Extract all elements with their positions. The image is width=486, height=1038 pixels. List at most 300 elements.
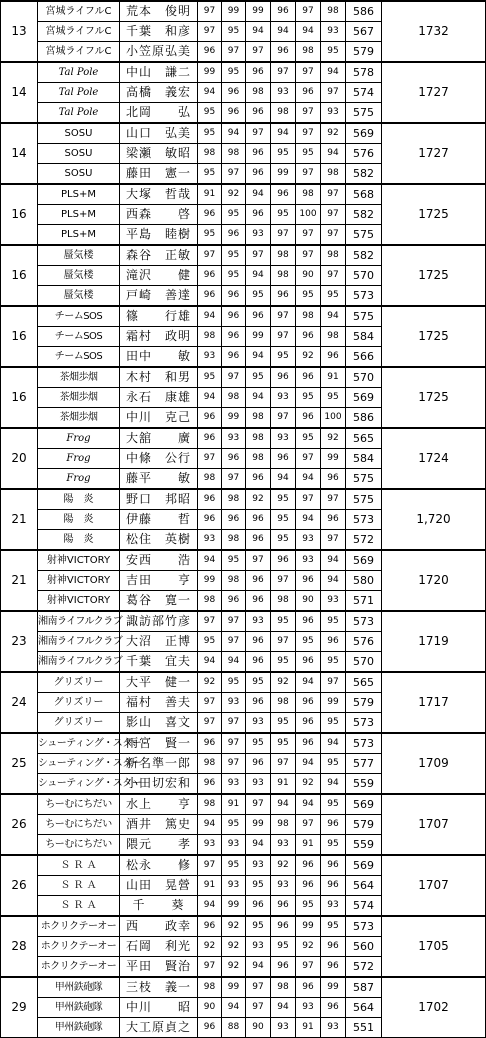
series-score: 97 — [246, 245, 271, 266]
player-total: 570 — [346, 652, 382, 673]
series-score: 97 — [296, 123, 321, 144]
player-total: 566 — [346, 347, 382, 368]
team-name: グリズリー — [38, 693, 120, 713]
series-score: 94 — [321, 306, 346, 327]
player-total: 574 — [346, 896, 382, 917]
player-name: 諏訪部竹彦 — [120, 611, 198, 632]
team-name: ちーむにちだい — [38, 835, 120, 856]
series-score: 96 — [222, 83, 246, 103]
series-score: 93 — [246, 774, 271, 795]
series-score: 98 — [271, 693, 296, 713]
player-total: 576 — [346, 144, 382, 164]
series-score: 97 — [222, 632, 246, 652]
series-score: 93 — [222, 774, 246, 795]
table-row — [1, 306, 486, 327]
series-score: 98 — [198, 591, 222, 612]
series-score: 91 — [296, 835, 321, 856]
series-score: 94 — [246, 835, 271, 856]
series-score: 95 — [222, 815, 246, 835]
series-score: 95 — [198, 164, 222, 185]
series-score: 95 — [296, 388, 321, 408]
player-name: 山口 弘美 — [120, 123, 198, 144]
series-score: 96 — [321, 998, 346, 1018]
player-name: 荒本 俊明 — [120, 1, 198, 22]
series-score: 95 — [321, 916, 346, 937]
series-score: 99 — [246, 1, 271, 22]
player-name: 野口 邦昭 — [120, 489, 198, 510]
series-score: 91 — [321, 367, 346, 388]
player-total: 559 — [346, 835, 382, 856]
series-score: 96 — [296, 327, 321, 347]
series-score: 98 — [222, 144, 246, 164]
team-name: PLS+M — [38, 225, 120, 246]
series-score: 94 — [198, 388, 222, 408]
table-row — [1, 123, 486, 144]
series-score: 96 — [246, 693, 271, 713]
series-score: 97 — [246, 977, 271, 998]
series-score: 98 — [246, 428, 271, 449]
team-total: 1719 — [382, 611, 486, 672]
series-score: 93 — [246, 937, 271, 957]
series-score: 97 — [296, 815, 321, 835]
series-score: 94 — [246, 957, 271, 978]
series-score: 92 — [198, 672, 222, 693]
player-total: 564 — [346, 998, 382, 1018]
series-score: 95 — [321, 611, 346, 632]
series-score: 96 — [321, 957, 346, 978]
player-total: 584 — [346, 327, 382, 347]
series-score: 97 — [296, 62, 321, 83]
player-name: 平島 睦樹 — [120, 225, 198, 246]
series-score: 95 — [321, 286, 346, 307]
player-total: 573 — [346, 611, 382, 632]
team-name: 宮城ライフルC — [38, 42, 120, 63]
team-name: 甲州鉄砲隊 — [38, 998, 120, 1018]
series-score: 98 — [296, 42, 321, 63]
series-score: 94 — [321, 571, 346, 591]
team-name: シューティング・スター — [38, 733, 120, 754]
player-name: 戸崎 善達 — [120, 286, 198, 307]
series-score: 96 — [222, 327, 246, 347]
player-name: 平田 賢治 — [120, 957, 198, 978]
rank-cell: 13 — [1, 1, 38, 62]
series-score: 95 — [321, 754, 346, 774]
series-score: 96 — [271, 550, 296, 571]
series-score: 92 — [271, 672, 296, 693]
team-name: Tal Pole — [38, 103, 120, 124]
player-total: 587 — [346, 977, 382, 998]
series-score: 99 — [198, 571, 222, 591]
player-total: 575 — [346, 306, 382, 327]
series-score: 96 — [246, 591, 271, 612]
player-name: 山田 晃營 — [120, 876, 198, 896]
series-score: 97 — [296, 489, 321, 510]
series-score: 97 — [198, 713, 222, 734]
series-score: 96 — [246, 530, 271, 551]
player-name: 霜村 政明 — [120, 327, 198, 347]
series-score: 98 — [198, 469, 222, 490]
player-name: 千葉 和彦 — [120, 22, 198, 42]
series-score: 92 — [246, 489, 271, 510]
series-score: 98 — [296, 306, 321, 327]
table-row — [1, 672, 486, 693]
rank-cell: 25 — [1, 733, 38, 794]
series-score: 92 — [222, 184, 246, 205]
series-score: 94 — [246, 388, 271, 408]
series-score: 93 — [198, 347, 222, 368]
series-score: 94 — [246, 22, 271, 42]
series-score: 98 — [198, 144, 222, 164]
series-score: 94 — [198, 83, 222, 103]
series-score: 92 — [271, 855, 296, 876]
player-name: 永石 康雄 — [120, 388, 198, 408]
series-score: 94 — [271, 469, 296, 490]
player-total: 573 — [346, 713, 382, 734]
series-score: 96 — [271, 449, 296, 469]
series-score: 98 — [321, 245, 346, 266]
series-score: 96 — [222, 591, 246, 612]
player-name: 大舘 廣 — [120, 428, 198, 449]
series-score: 94 — [222, 652, 246, 673]
series-score: 96 — [296, 611, 321, 632]
series-score: 95 — [321, 713, 346, 734]
player-name: 梁瀬 敏昭 — [120, 144, 198, 164]
player-total: 565 — [346, 672, 382, 693]
series-score: 96 — [246, 652, 271, 673]
series-score: 96 — [246, 469, 271, 490]
series-score: 96 — [222, 225, 246, 246]
series-score: 90 — [296, 266, 321, 286]
series-score: 96 — [296, 83, 321, 103]
series-score: 90 — [198, 998, 222, 1018]
series-score: 98 — [198, 794, 222, 815]
team-name: 陽 炎 — [38, 489, 120, 510]
series-score: 97 — [271, 754, 296, 774]
series-score: 94 — [198, 306, 222, 327]
player-name: 千 葵 — [120, 896, 198, 917]
team-name: 湘南ライフルクラブ — [38, 611, 120, 632]
team-total: 1725 — [382, 245, 486, 306]
series-score: 97 — [198, 957, 222, 978]
series-score: 98 — [271, 266, 296, 286]
table-row — [1, 916, 486, 937]
series-score: 96 — [296, 652, 321, 673]
series-score: 96 — [198, 1018, 222, 1038]
series-score: 96 — [321, 876, 346, 896]
series-score: 96 — [222, 306, 246, 327]
team-name: 射神VICTORY — [38, 571, 120, 591]
series-score: 94 — [246, 347, 271, 368]
series-score: 98 — [198, 327, 222, 347]
series-score: 96 — [271, 957, 296, 978]
team-total: 1732 — [382, 1, 486, 62]
series-score: 95 — [246, 916, 271, 937]
player-name: 大平 健一 — [120, 672, 198, 693]
series-score: 99 — [222, 1, 246, 22]
series-score: 98 — [222, 571, 246, 591]
series-score: 96 — [296, 855, 321, 876]
series-score: 91 — [296, 1018, 321, 1038]
player-total: 586 — [346, 1, 382, 22]
series-score: 96 — [296, 367, 321, 388]
series-score: 95 — [321, 652, 346, 673]
player-name: 影山 喜文 — [120, 713, 198, 734]
series-score: 96 — [296, 713, 321, 734]
series-score: 97 — [222, 42, 246, 63]
series-score: 96 — [198, 489, 222, 510]
player-total: 579 — [346, 693, 382, 713]
series-score: 93 — [296, 550, 321, 571]
series-score: 98 — [246, 83, 271, 103]
series-score: 96 — [246, 632, 271, 652]
series-score: 93 — [222, 835, 246, 856]
series-score: 99 — [246, 815, 271, 835]
series-score: 94 — [296, 672, 321, 693]
series-score: 98 — [271, 245, 296, 266]
series-score: 93 — [271, 876, 296, 896]
team-name: Tal Pole — [38, 62, 120, 83]
team-name: SOSU — [38, 144, 120, 164]
series-score: 93 — [246, 713, 271, 734]
series-score: 95 — [198, 367, 222, 388]
team-total: 1725 — [382, 306, 486, 367]
series-score: 95 — [222, 855, 246, 876]
team-name: 蜃気楼 — [38, 266, 120, 286]
series-score: 94 — [271, 998, 296, 1018]
series-score: 96 — [321, 510, 346, 530]
team-total: 1725 — [382, 184, 486, 245]
series-score: 97 — [296, 1, 321, 22]
series-score: 94 — [271, 794, 296, 815]
team-name: Frog — [38, 428, 120, 449]
series-score: 94 — [296, 22, 321, 42]
series-score: 96 — [198, 42, 222, 63]
series-score: 96 — [271, 896, 296, 917]
series-score: 94 — [222, 123, 246, 144]
series-score: 96 — [222, 103, 246, 124]
series-score: 95 — [271, 611, 296, 632]
player-name: 藤田 憲一 — [120, 164, 198, 185]
series-score: 95 — [321, 835, 346, 856]
series-score: 97 — [321, 489, 346, 510]
team-name: 茶畑歩烟 — [38, 388, 120, 408]
series-score: 95 — [296, 286, 321, 307]
series-score: 97 — [321, 205, 346, 225]
team-name: Ｓ Ｒ Ａ — [38, 896, 120, 917]
player-name: 木村 和男 — [120, 367, 198, 388]
series-score: 93 — [321, 1018, 346, 1038]
player-name: 田中 敏 — [120, 347, 198, 368]
team-name: SOSU — [38, 164, 120, 185]
rank-cell: 26 — [1, 794, 38, 855]
player-name: 大塚 哲哉 — [120, 184, 198, 205]
series-score: 100 — [296, 205, 321, 225]
player-name: 松住 英樹 — [120, 530, 198, 551]
series-score: 96 — [296, 408, 321, 429]
series-score: 97 — [246, 550, 271, 571]
series-score: 99 — [321, 693, 346, 713]
player-name: 中條 公行 — [120, 449, 198, 469]
series-score: 95 — [296, 632, 321, 652]
series-score: 97 — [296, 245, 321, 266]
series-score: 98 — [222, 489, 246, 510]
team-total: 1707 — [382, 855, 486, 916]
team-name: ちーむにちだい — [38, 794, 120, 815]
team-total: 1727 — [382, 123, 486, 184]
series-score: 96 — [271, 42, 296, 63]
series-score: 98 — [321, 327, 346, 347]
table-row — [1, 794, 486, 815]
table-row — [1, 733, 486, 754]
series-score: 93 — [222, 693, 246, 713]
series-score: 96 — [246, 571, 271, 591]
series-score: 99 — [246, 327, 271, 347]
series-score: 96 — [222, 347, 246, 368]
series-score: 93 — [198, 835, 222, 856]
series-score: 100 — [321, 408, 346, 429]
series-score: 92 — [296, 347, 321, 368]
series-score: 96 — [246, 103, 271, 124]
team-name: ホクリクテーオー — [38, 916, 120, 937]
player-total: 569 — [346, 855, 382, 876]
player-total: 582 — [346, 245, 382, 266]
series-score: 96 — [271, 286, 296, 307]
rank-cell: 14 — [1, 123, 38, 184]
series-score: 99 — [222, 896, 246, 917]
team-name: グリズリー — [38, 713, 120, 734]
player-name: 安西 浩 — [120, 550, 198, 571]
player-name: 滝沢 健 — [120, 266, 198, 286]
series-score: 95 — [296, 896, 321, 917]
series-score: 96 — [296, 693, 321, 713]
team-name: 宮城ライフルC — [38, 22, 120, 42]
series-score: 98 — [198, 977, 222, 998]
rank-cell: 28 — [1, 916, 38, 977]
player-total: 577 — [346, 754, 382, 774]
player-name: 水上 亨 — [120, 794, 198, 815]
series-score: 97 — [198, 611, 222, 632]
series-score: 95 — [321, 794, 346, 815]
series-score: 98 — [271, 103, 296, 124]
series-score: 94 — [296, 469, 321, 490]
series-score: 95 — [246, 672, 271, 693]
player-total: 582 — [346, 164, 382, 185]
series-score: 95 — [271, 652, 296, 673]
series-score: 96 — [321, 469, 346, 490]
series-score: 98 — [271, 977, 296, 998]
series-score: 92 — [222, 957, 246, 978]
series-score: 91 — [198, 184, 222, 205]
player-name: 隈元 孝 — [120, 835, 198, 856]
series-score: 95 — [222, 672, 246, 693]
team-name: 蜃気楼 — [38, 245, 120, 266]
series-score: 98 — [198, 754, 222, 774]
player-total: 570 — [346, 266, 382, 286]
series-score: 97 — [271, 632, 296, 652]
table-row — [1, 184, 486, 205]
series-score: 96 — [222, 286, 246, 307]
series-score: 96 — [321, 937, 346, 957]
team-name: Frog — [38, 469, 120, 490]
series-score: 91 — [271, 774, 296, 795]
team-name: Tal Pole — [38, 83, 120, 103]
player-total: 586 — [346, 408, 382, 429]
series-score: 96 — [321, 855, 346, 876]
player-total: 571 — [346, 591, 382, 612]
series-score: 97 — [222, 754, 246, 774]
player-total: 565 — [346, 428, 382, 449]
series-score: 97 — [246, 998, 271, 1018]
player-name: 藤平 敏 — [120, 469, 198, 490]
series-score: 95 — [198, 632, 222, 652]
rank-cell: 21 — [1, 489, 38, 550]
player-total: 559 — [346, 774, 382, 795]
series-score: 96 — [198, 205, 222, 225]
team-name: 射神VICTORY — [38, 591, 120, 612]
team-name: チームSOS — [38, 327, 120, 347]
player-name: 葛谷 寛一 — [120, 591, 198, 612]
player-name: 小笠原弘美 — [120, 42, 198, 63]
series-score: 97 — [246, 42, 271, 63]
series-score: 97 — [198, 1, 222, 22]
player-total: 579 — [346, 42, 382, 63]
team-total: 1,720 — [382, 489, 486, 550]
series-score: 95 — [296, 428, 321, 449]
table-row — [1, 428, 486, 449]
team-name: 湘南ライフルクラブ — [38, 652, 120, 673]
series-score: 97 — [198, 855, 222, 876]
series-score: 96 — [296, 733, 321, 754]
rank-cell: 14 — [1, 62, 38, 123]
series-score: 99 — [222, 977, 246, 998]
team-name: PLS+M — [38, 184, 120, 205]
results-body — [1, 1, 486, 1038]
player-total: 564 — [346, 876, 382, 896]
series-score: 97 — [222, 733, 246, 754]
team-name: 茶畑歩烟 — [38, 367, 120, 388]
series-score: 94 — [271, 22, 296, 42]
series-score: 97 — [321, 225, 346, 246]
series-score: 93 — [321, 591, 346, 612]
player-total: 569 — [346, 123, 382, 144]
series-score: 94 — [321, 144, 346, 164]
rank-cell: 24 — [1, 672, 38, 733]
series-score: 95 — [222, 266, 246, 286]
series-score: 91 — [222, 794, 246, 815]
rank-cell: 23 — [1, 611, 38, 672]
series-score: 95 — [321, 388, 346, 408]
series-score: 90 — [246, 1018, 271, 1038]
table-row — [1, 489, 486, 510]
team-total: 1709 — [382, 733, 486, 794]
series-score: 96 — [198, 733, 222, 754]
series-score: 94 — [246, 266, 271, 286]
player-name: 三枝 義一 — [120, 977, 198, 998]
player-name: 中山 謙二 — [120, 62, 198, 83]
series-score: 91 — [198, 876, 222, 896]
series-score: 96 — [198, 286, 222, 307]
series-score: 96 — [246, 164, 271, 185]
team-total: 1720 — [382, 550, 486, 611]
series-score: 90 — [296, 591, 321, 612]
series-score: 94 — [296, 794, 321, 815]
player-name: 北岡 弘 — [120, 103, 198, 124]
series-score: 92 — [296, 774, 321, 795]
series-score: 97 — [271, 327, 296, 347]
series-score: 95 — [246, 876, 271, 896]
table-row — [1, 611, 486, 632]
series-score: 97 — [271, 408, 296, 429]
